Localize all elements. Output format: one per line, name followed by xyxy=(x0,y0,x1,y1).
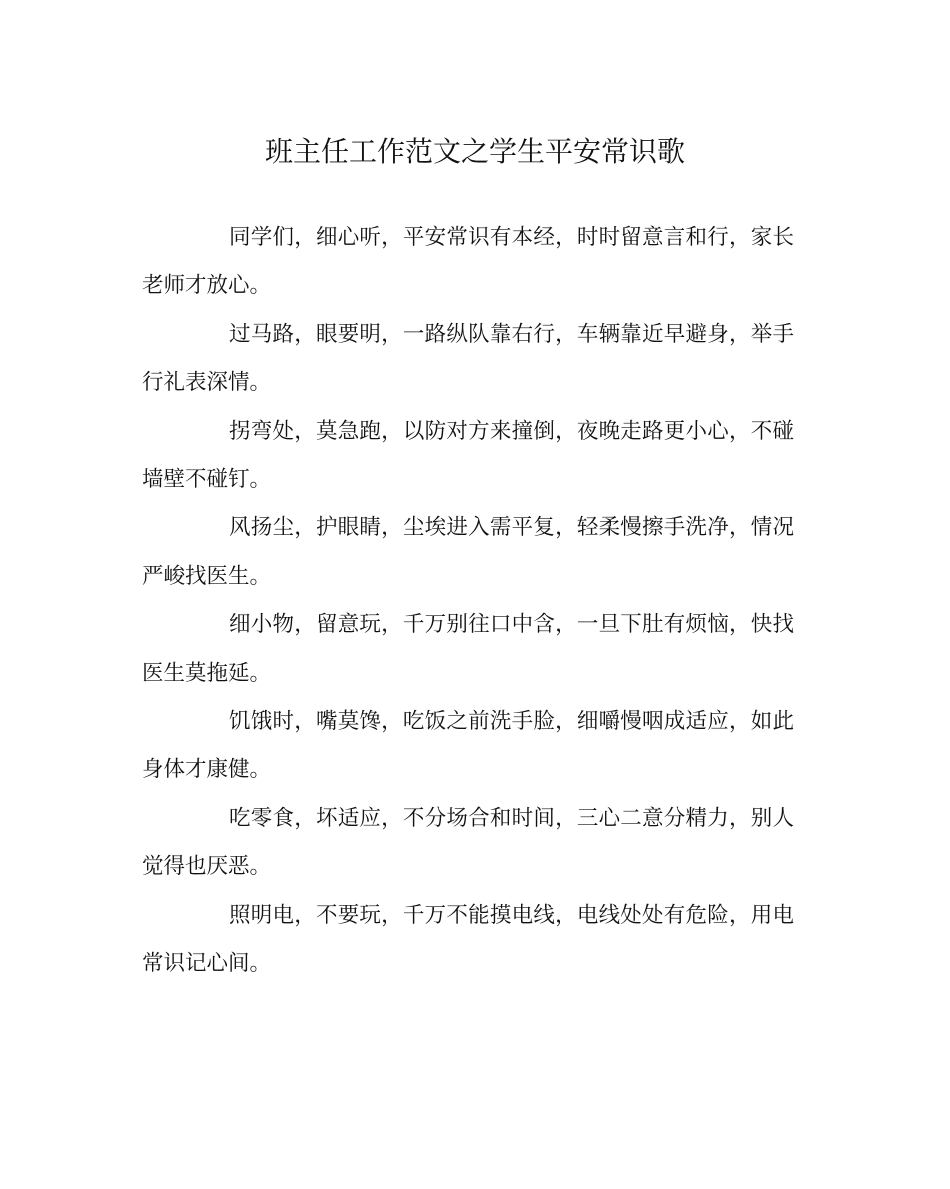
document-title: 班主任工作范文之学生平安常识歌 xyxy=(264,135,685,168)
document-body xyxy=(142,214,794,989)
paragraph-1: 同学们，细心听，平安常识有本经，时时留意言和行，家长老师才放心。 xyxy=(142,225,794,299)
paragraph-4: 风扬尘，护眼睛，尘埃进入需平复，轻柔慢擦手洗净，情况严峻找医生。 xyxy=(142,515,794,589)
paragraph-3: 拐弯处，莫急跑，以防对方来撞倒，夜晚走路更小心，不碰墙壁不碰钉。 xyxy=(142,418,794,493)
paragraph-5: 细小物，留意玩，千万别往口中含，一旦下肚有烦恼，快找医生莫拖延。 xyxy=(142,612,794,686)
paragraph-2: 过马路，眼要明，一路纵队靠右行，车辆靠近早避身，举手行礼表深情。 xyxy=(142,321,794,396)
paragraph-7: 吃零食，坏适应，不分场合和时间，三心二意分精力，别人觉得也厌恶。 xyxy=(142,805,794,880)
paragraph-8: 照明电，不要玩，千万不能摸电线，电线处处有危险，用电常识记心间。 xyxy=(142,902,794,977)
paragraph-6: 饥饿时，嘴莫馋，吃饭之前洗手脸，细嚼慢咽成适应，如此身体才康健。 xyxy=(142,709,794,783)
